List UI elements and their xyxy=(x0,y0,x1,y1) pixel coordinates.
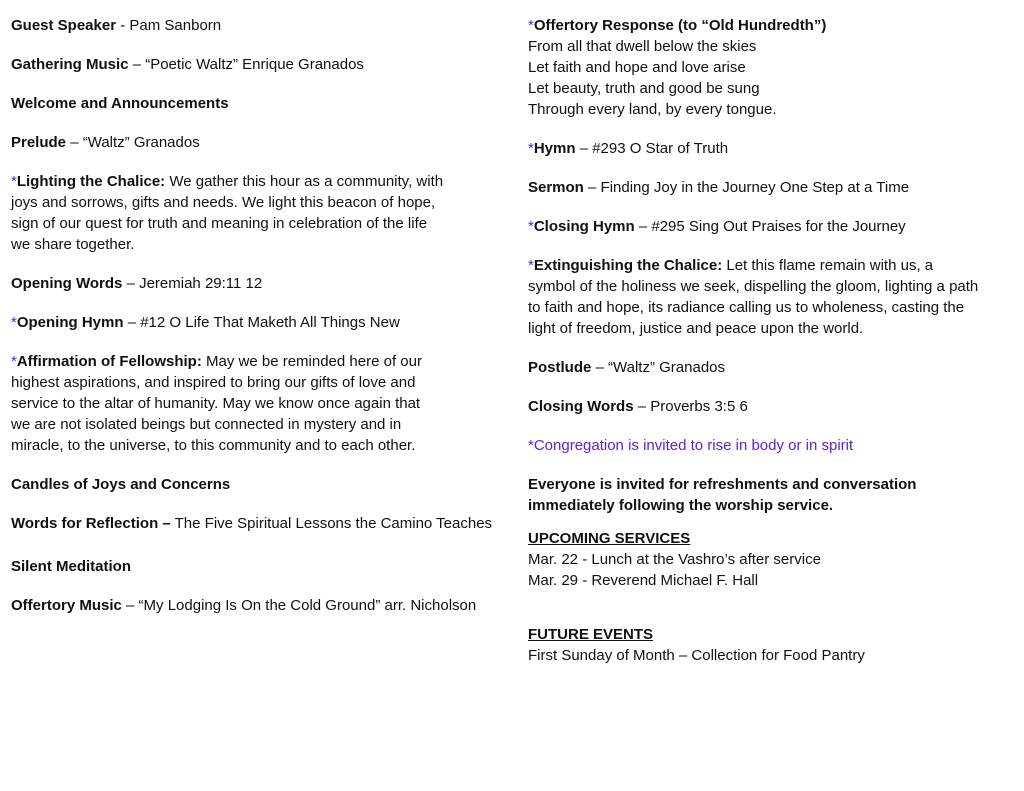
offertory-music-text: “My Lodging Is On the Cold Ground” arr. Nicholson xyxy=(138,597,477,614)
gathering-music-text: “Poetic Waltz” Enrique Granados xyxy=(145,56,364,73)
congregation-note: *Congregation is invited to rise in body or in spirit xyxy=(528,437,854,454)
closing-hymn-line xyxy=(528,216,1008,237)
lighting-chalice-line: sign of our quest for truth and meaning in celebration of the life xyxy=(11,215,428,232)
sermon-label: Sermon xyxy=(528,179,584,196)
offertory-response-line: Let faith and hope and love arise xyxy=(528,59,746,76)
offertory-response-label: Offertory Response (to “Old Hundredth”) xyxy=(533,17,827,34)
right-column xyxy=(528,15,1008,666)
rise-asterisk: * xyxy=(528,257,534,274)
opening-hymn-label: Opening Hymn xyxy=(16,314,124,331)
hymn-label: Hymn xyxy=(533,140,576,157)
lighting-chalice-block xyxy=(11,171,517,255)
affirmation-line: we are not isolated beings but connected in mystery and in xyxy=(11,416,402,433)
gathering-music-line xyxy=(11,54,517,75)
upcoming-service-item: Mar. 29 - Reverend Michael F. Hall xyxy=(528,572,759,589)
closing-words-sep: – xyxy=(633,398,651,415)
lighting-chalice-label: Lighting the Chalice: xyxy=(16,173,166,190)
postlude-text: “Waltz” Granados xyxy=(608,359,726,376)
offertory-music-label: Offertory Music xyxy=(11,597,122,614)
rise-asterisk: * xyxy=(11,314,17,331)
rise-asterisk: * xyxy=(11,353,17,370)
closing-words-text: Proverbs 3:5 6 xyxy=(650,398,748,415)
future-events-section xyxy=(528,624,1008,666)
refreshments-line: immediately following the worship service. xyxy=(528,497,834,514)
candles-heading: Candles of Joys and Concerns xyxy=(11,476,231,493)
gathering-music-label: Gathering Music xyxy=(11,56,129,73)
closing-hymn-label: Closing Hymn xyxy=(533,218,635,235)
affirmation-line: May we be reminded here of our xyxy=(201,353,422,370)
rise-asterisk: * xyxy=(528,140,534,157)
rise-asterisk: * xyxy=(528,17,534,34)
extinguishing-block xyxy=(528,255,1008,339)
offertory-response-block xyxy=(528,15,1008,120)
offertory-response-line: From all that dwell below the skies xyxy=(528,38,757,55)
extinguishing-line: to faith and hope, its radiance calling us to wholeness, casting the xyxy=(528,299,965,316)
lighting-chalice-line: joys and sorrows, gifts and needs. We light this beacon of hope, xyxy=(11,194,436,211)
affirmation-label: Affirmation of Fellowship: xyxy=(16,353,202,370)
extinguishing-line: light of freedom, justice and peace upon the world. xyxy=(528,320,864,337)
rise-asterisk: * xyxy=(528,218,534,235)
left-column xyxy=(11,15,517,616)
opening-hymn-text: #12 O Life That Maketh All Things New xyxy=(140,314,400,331)
opening-words-text: Jeremiah 29:11 12 xyxy=(139,275,263,292)
affirmation-line: miracle, to the universe, to this community and to each other. xyxy=(11,437,416,454)
offertory-music-line xyxy=(11,595,517,616)
upcoming-services-section xyxy=(528,528,1008,591)
prelude-text: “Waltz” Granados xyxy=(82,134,200,151)
offertory-music-sep: – xyxy=(121,597,139,614)
sermon-line xyxy=(528,177,1008,198)
lighting-chalice-line: We gather this hour as a community, with xyxy=(165,173,444,190)
closing-hymn-sep: – xyxy=(634,218,652,235)
affirmation-line: highest aspirations, and inspired to bring our gifts of love and xyxy=(11,374,416,391)
sermon-sep: – xyxy=(583,179,601,196)
prelude-line xyxy=(11,132,517,153)
guest-speaker-label: Guest Speaker xyxy=(11,17,117,34)
opening-words-line xyxy=(11,273,517,294)
lighting-chalice-line: we share together. xyxy=(11,236,135,253)
hymn-text: #293 O Star of Truth xyxy=(592,140,729,157)
hymn-sep: – xyxy=(575,140,593,157)
sermon-text: Finding Joy in the Journey One Step at a Time xyxy=(600,179,910,196)
words-reflection-label: Words for Reflection – xyxy=(11,515,171,532)
words-reflection-line xyxy=(11,513,517,534)
future-events-heading: FUTURE EVENTS xyxy=(528,626,654,643)
postlude-sep: – xyxy=(591,359,609,376)
postlude-line xyxy=(528,357,1008,378)
affirmation-line: service to the altar of humanity. May we know once again that xyxy=(11,395,421,412)
rise-asterisk: * xyxy=(11,173,17,190)
upcoming-services-heading: UPCOMING SERVICES xyxy=(528,530,691,547)
guest-speaker-sep: - xyxy=(116,17,130,34)
guest-speaker-name: Pam Sanborn xyxy=(129,17,222,34)
guest-speaker-line xyxy=(11,15,517,36)
extinguishing-line: symbol of the holiness we seek, dispelling the gloom, lighting a path xyxy=(528,278,979,295)
extinguishing-line: Let this flame remain with us, a xyxy=(722,257,934,274)
hymn-line xyxy=(528,138,1008,159)
closing-hymn-text: #295 Sing Out Praises for the Journey xyxy=(651,218,906,235)
opening-hymn-sep: – xyxy=(123,314,141,331)
prelude-sep: – xyxy=(66,134,83,151)
opening-hymn-line xyxy=(11,312,517,333)
extinguishing-label: Extinguishing the Chalice: xyxy=(533,257,723,274)
closing-words-label: Closing Words xyxy=(528,398,634,415)
offertory-response-line: Let beauty, truth and good be sung xyxy=(528,80,760,97)
refreshments-line: Everyone is invited for refreshments and conversation xyxy=(528,476,917,493)
future-event-item: First Sunday of Month – Collection for Food Pantry xyxy=(528,647,865,664)
prelude-label: Prelude xyxy=(11,134,67,151)
postlude-label: Postlude xyxy=(528,359,592,376)
opening-words-label: Opening Words xyxy=(11,275,123,292)
closing-words-line xyxy=(528,396,1008,417)
offertory-response-line: Through every land, by every tongue. xyxy=(528,101,777,118)
welcome-heading: Welcome and Announcements xyxy=(11,95,229,112)
refreshments-notice xyxy=(528,474,1008,516)
upcoming-service-item: Mar. 22 - Lunch at the Vashro’s after service xyxy=(528,551,821,568)
opening-words-sep: – xyxy=(122,275,140,292)
affirmation-block xyxy=(11,351,517,456)
words-reflection-text: The Five Spiritual Lessons the Camino Teaches xyxy=(170,515,493,532)
gathering-music-sep: – xyxy=(128,56,146,73)
silent-meditation-heading: Silent Meditation xyxy=(11,558,131,575)
